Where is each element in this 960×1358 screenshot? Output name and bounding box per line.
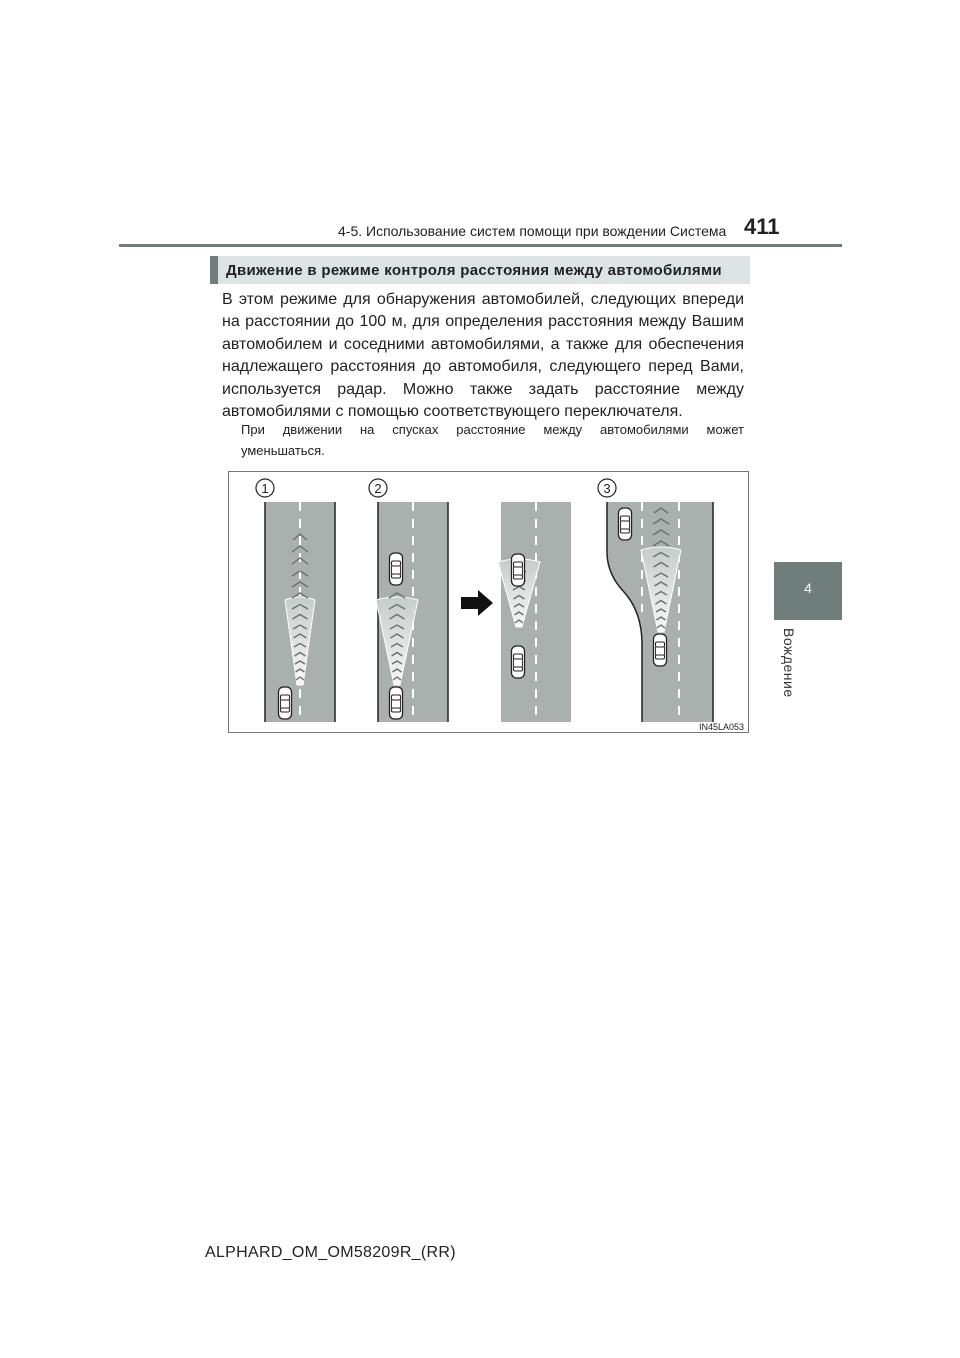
chapter-tab-number: 4 xyxy=(804,580,812,596)
section-heading-accent xyxy=(210,256,218,284)
chapter-side-label: Вождение xyxy=(781,628,797,698)
scene-2-following xyxy=(498,502,571,722)
chapter-side-tab xyxy=(774,562,842,620)
transition-arrow xyxy=(461,590,493,616)
callout-3: 3 xyxy=(603,481,611,496)
header-divider xyxy=(119,244,842,247)
scene-2-vehicle-ahead xyxy=(369,479,448,722)
body-paragraph: В этом режиме для обнаружения автомобилей, следующих впереди на расстоянии до 100 м, для определения расстояния между Вашим автомобилем и соседними автомобилями, а также для обеспечения надлежащего расстояния до автомобиля, следующего перед Вами, используется радар. Можно также задать расстояние между автомобилями с помощью соответствующего переключателя. xyxy=(222,291,744,421)
note-text: При движении на спусках расстояние между автомобилями может уменьшаться. xyxy=(241,422,744,458)
radar-distance-illustration xyxy=(228,471,749,733)
chapter-header: 4-5. Использование систем помощи при вождении Система xyxy=(338,223,727,239)
document-code: ALPHARD_OM_OM58209R_(RR) xyxy=(205,1244,456,1261)
page-number: 411 xyxy=(744,214,780,239)
figure-code: IN45LA053 xyxy=(698,722,744,732)
callout-2: 2 xyxy=(374,481,382,496)
callout-1: 1 xyxy=(261,481,269,496)
illustration-canvas xyxy=(229,472,750,734)
scene-3-lane-change xyxy=(598,479,713,722)
section-heading-text: Движение в режиме контроля расстояния между автомобилями xyxy=(226,262,722,279)
scene-1-free-road xyxy=(256,479,335,722)
section-heading xyxy=(210,256,750,284)
